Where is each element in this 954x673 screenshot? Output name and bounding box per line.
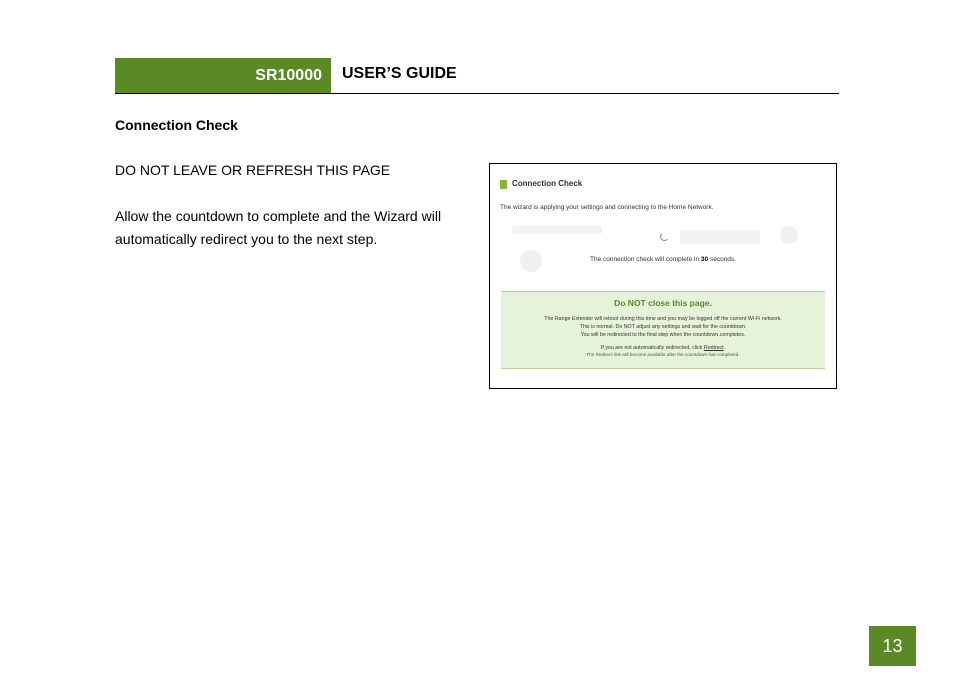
- connection-check-screenshot: [489, 163, 837, 389]
- warning-text: DO NOT LEAVE OR REFRESH THIS PAGE: [115, 162, 391, 178]
- body-text: Allow the countdown to complete and the Wizard will automatically redirect you to the next step.: [115, 208, 442, 247]
- header-divider: [115, 93, 839, 94]
- notice-box: [501, 291, 825, 369]
- notice-footnote: The Redirect link will become available after the countdown has completed.: [586, 352, 740, 357]
- title-marker: [500, 180, 507, 189]
- notice-line: This is normal. Do NOT adjust any settings and wait for the countdown.: [579, 324, 747, 330]
- header-model: SR10000: [255, 66, 322, 84]
- notice-line: If you are not automatically redirected, click Redirect.: [600, 345, 726, 351]
- section-title: Connection Check: [115, 117, 238, 133]
- page-number-box: [869, 626, 916, 666]
- redirect-link[interactable]: Redirect: [703, 345, 724, 351]
- notice-line: You will be redirected to the final step when the countdown completes.: [580, 332, 746, 338]
- loading-spinner-icon: [660, 232, 669, 241]
- header-title: USER’S GUIDE: [342, 65, 457, 82]
- ghost-icon: [780, 226, 798, 244]
- ghost-element: [680, 230, 760, 244]
- countdown-value: 30: [700, 256, 709, 263]
- screenshot-title: Connection Check: [512, 179, 583, 188]
- notice-heading: Do NOT close this page.: [614, 298, 712, 308]
- notice-line: The Range Extender will reboot during this time and you may be logged off the current Wi-Fi network.: [544, 316, 782, 322]
- page-number: 13: [882, 635, 903, 656]
- header-model-bar: [115, 58, 331, 93]
- countdown-text: The connection check will complete in 30 seconds.: [590, 256, 736, 263]
- screenshot-subtitle: The wizard is applying your settings and connecting to the Home Network.: [500, 204, 714, 211]
- ghost-element: [512, 226, 602, 234]
